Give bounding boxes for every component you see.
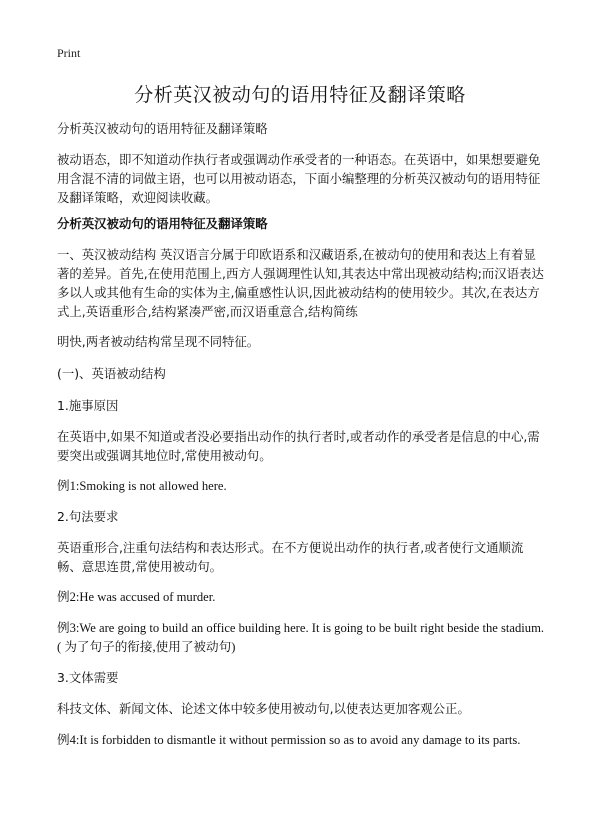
section-heading: 分析英汉被动句的语用特征及翻译策略 [57, 216, 268, 231]
paragraph-1: 一、英汉被动结构 英汉语言分属于印欧语系和汉藏语系,在被动句的使用和表达上有着显著的差异。首先,在使用范围上,西方人强调理性认知,其表达中常出现被动结构;而汉语表达多以人或其他有生命的实体为主,偏重感性认识,因此被动结构的使用较少。其次,在表达方式上,英语重形合,结构紧凑严密,而汉语重意合,结构简练 [57, 247, 544, 319]
subheading-agent-reason: 1.施事原因 [57, 398, 119, 413]
subtitle: 分析英汉被动句的语用特征及翻译策略 [57, 121, 268, 136]
subheading-syntax: 2.句法要求 [57, 509, 119, 524]
example-3: 例3:We are going to build an office building here. It is going to be built right beside the stadium.( 为了句子的衔接,使用了被动句) [57, 621, 545, 654]
subheading-english-passive: (一)、英语被动结构 [57, 366, 166, 381]
example-1: 例1:Smoking is not allowed here. [57, 479, 227, 493]
page-title: 分析英汉被动句的语用特征及翻译策略 [134, 84, 466, 106]
paragraph-2: 明快,两者被动结构常呈现不同特征。 [57, 334, 260, 349]
paragraph-3: 在英语中,如果不知道或者没必要指出动作的执行者时,或者动作的承受者是信息的中心,需要突出或强调其地位时,常使用被动句。 [57, 429, 540, 463]
paragraph-4: 英语重形合,注重句法结构和表达形式。在不方便说出动作的执行者,或者使行文通顺流畅、意思连贯,常使用被动句。 [57, 540, 524, 574]
intro-paragraph: 被动语态，即不知道动作执行者或强调动作承受者的一种语态。在英语中，如果想要避免用含混不清的词做主语，也可以用被动语态，下面小编整理的分析英汉被动句的语用特征及翻译策略，欢迎阅读收藏。 [57, 152, 541, 205]
print-label: Print [57, 46, 81, 60]
example-4: 例4:It is forbidden to dismantle it without permission so as to avoid any damage to its parts. [57, 733, 521, 747]
example-2: 例2:He was accused of murder. [57, 590, 216, 604]
paragraph-5: 科技文体、新闻文体、论述文体中较多使用被动句,以使表达更加客观公正。 [57, 701, 470, 716]
subheading-style: 3.文体需要 [57, 670, 119, 685]
